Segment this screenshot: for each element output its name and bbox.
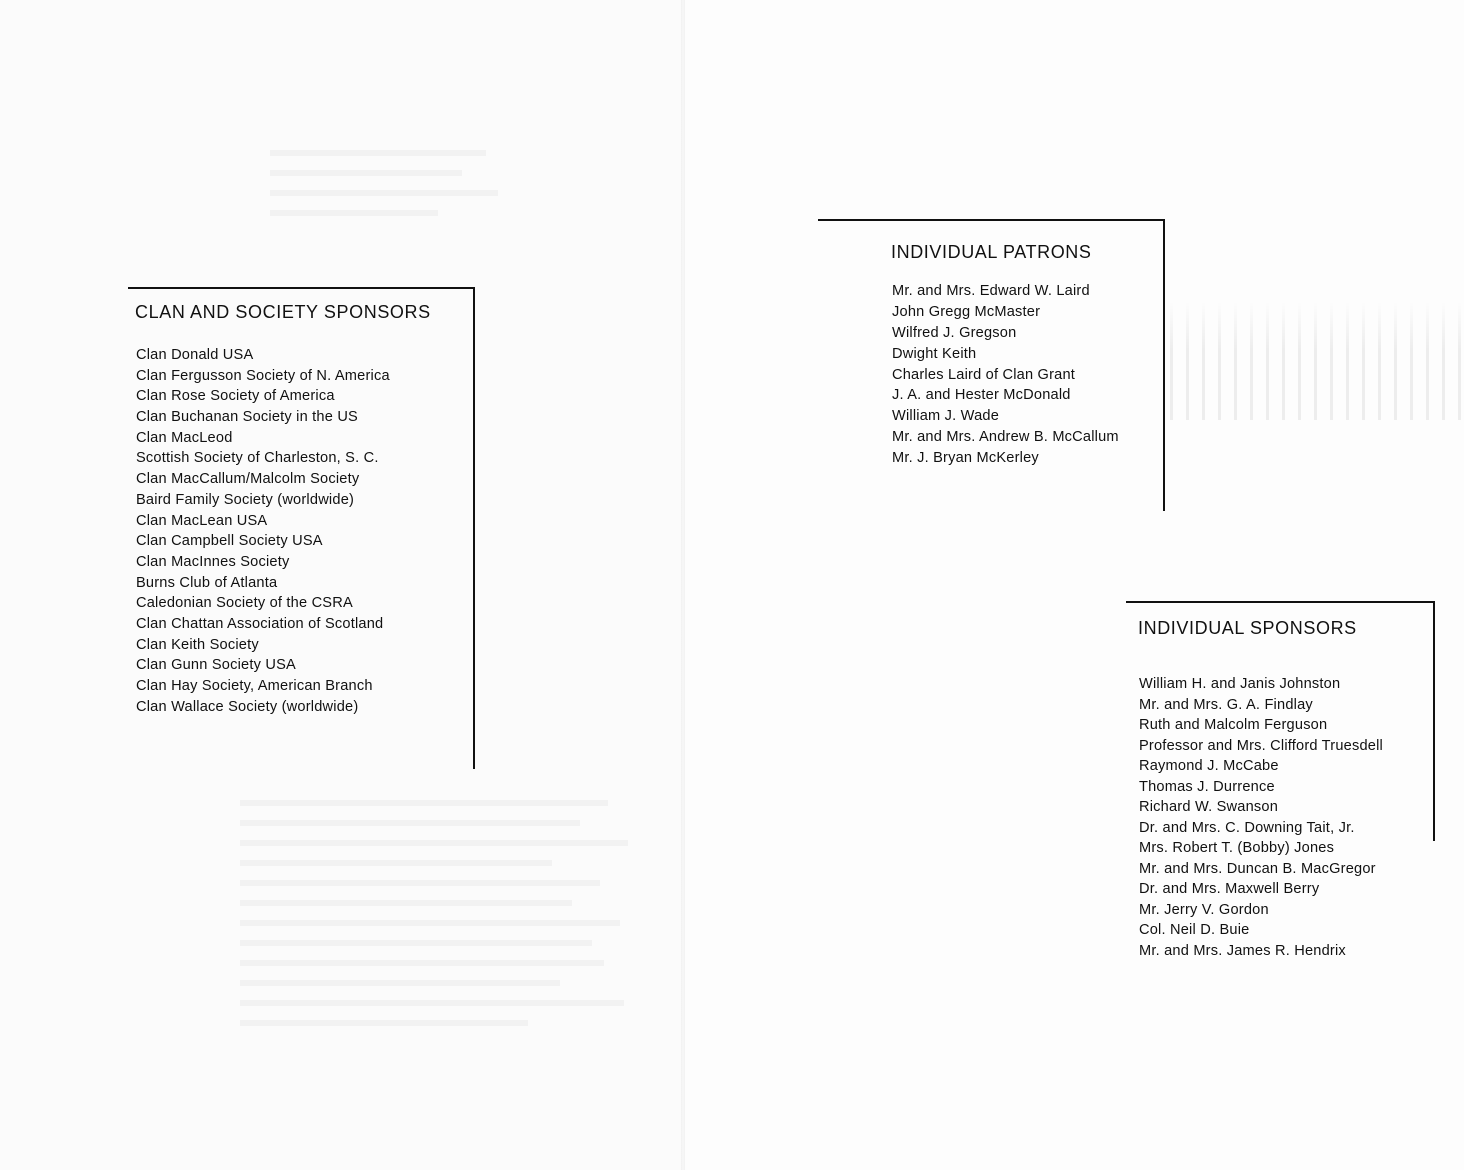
- list-item: Scottish Society of Charleston, S. C.: [136, 450, 379, 467]
- clan-sponsors-list: [136, 345, 390, 717]
- list-item: Clan MacLean USA: [136, 512, 268, 529]
- list-item: Mr. and Mrs. Andrew B. McCallum: [892, 429, 1119, 446]
- list-item: Dr. and Mrs. Maxwell Berry: [1139, 881, 1320, 897]
- list-item: Mr. Jerry V. Gordon: [1139, 901, 1269, 918]
- right-page: [683, 0, 1464, 1170]
- list-item: Wilfred J. Gregson: [892, 324, 1017, 341]
- list-item: Clan Gunn Society USA: [136, 657, 296, 674]
- list-item: William J. Wade: [892, 408, 1000, 425]
- list-item: Mr. and Mrs. Edward W. Laird: [892, 283, 1090, 299]
- individual-sponsors-title: INDIVIDUAL SPONSORS: [1138, 618, 1357, 638]
- list-item: Mr. and Mrs. Duncan B. MacGregor: [1139, 860, 1376, 877]
- list-item: Clan Hay Society, American Branch: [136, 678, 373, 694]
- list-item: William H. and Janis Johnston: [1139, 676, 1341, 692]
- individual-patrons-title: INDIVIDUAL PATRONS: [891, 242, 1092, 262]
- list-item: Clan Campbell Society USA: [136, 533, 323, 550]
- individual-patrons-list: [892, 281, 1119, 469]
- list-item: Charles Laird of Clan Grant: [892, 366, 1076, 383]
- list-item: Dr. and Mrs. C. Downing Tait, Jr.: [1139, 819, 1355, 836]
- clan-sponsors-title: CLAN AND SOCIETY SPONSORS: [135, 302, 431, 322]
- list-item: Burns Club of Atlanta: [136, 574, 278, 591]
- list-item: Clan MacCallum/Malcolm Society: [136, 471, 360, 488]
- list-item: Mr. and Mrs. G. A. Findlay: [1139, 696, 1313, 713]
- list-item: Mr. J. Bryan McKerley: [892, 450, 1039, 467]
- list-item: Raymond J. McCabe: [1139, 758, 1279, 774]
- list-item: Clan MacLeod: [136, 429, 233, 446]
- list-item: J. A. and Hester McDonald: [892, 387, 1071, 404]
- list-item: Clan Wallace Society (worldwide): [136, 698, 359, 715]
- list-item: Thomas J. Durrence: [1139, 778, 1275, 795]
- list-item: John Gregg McMaster: [892, 303, 1041, 320]
- list-item: Clan Chattan Association of Scotland: [136, 615, 384, 632]
- list-item: Mr. and Mrs. James R. Hendrix: [1139, 942, 1346, 959]
- list-item: Clan MacInnes Society: [136, 553, 290, 570]
- list-item: Clan Buchanan Society in the US: [136, 409, 358, 426]
- individual-sponsors-list: [1139, 674, 1383, 961]
- page-fold: [681, 0, 685, 1170]
- list-item: Mrs. Robert T. (Bobby) Jones: [1139, 840, 1335, 856]
- list-item: Ruth and Malcolm Ferguson: [1139, 717, 1328, 733]
- list-item: Dwight Keith: [892, 345, 977, 362]
- list-item: Clan Keith Society: [136, 636, 259, 653]
- list-item: Col. Neil D. Buie: [1139, 922, 1250, 938]
- list-item: Clan Fergusson Society of N. America: [136, 367, 390, 384]
- list-item: Richard W. Swanson: [1139, 799, 1279, 815]
- list-item: Professor and Mrs. Clifford Truesdell: [1139, 737, 1383, 754]
- list-item: Caledonian Society of the CSRA: [136, 595, 353, 612]
- list-item: Clan Rose Society of America: [136, 388, 335, 405]
- list-item: Clan Donald USA: [136, 347, 254, 363]
- list-item: Baird Family Society (worldwide): [136, 491, 355, 508]
